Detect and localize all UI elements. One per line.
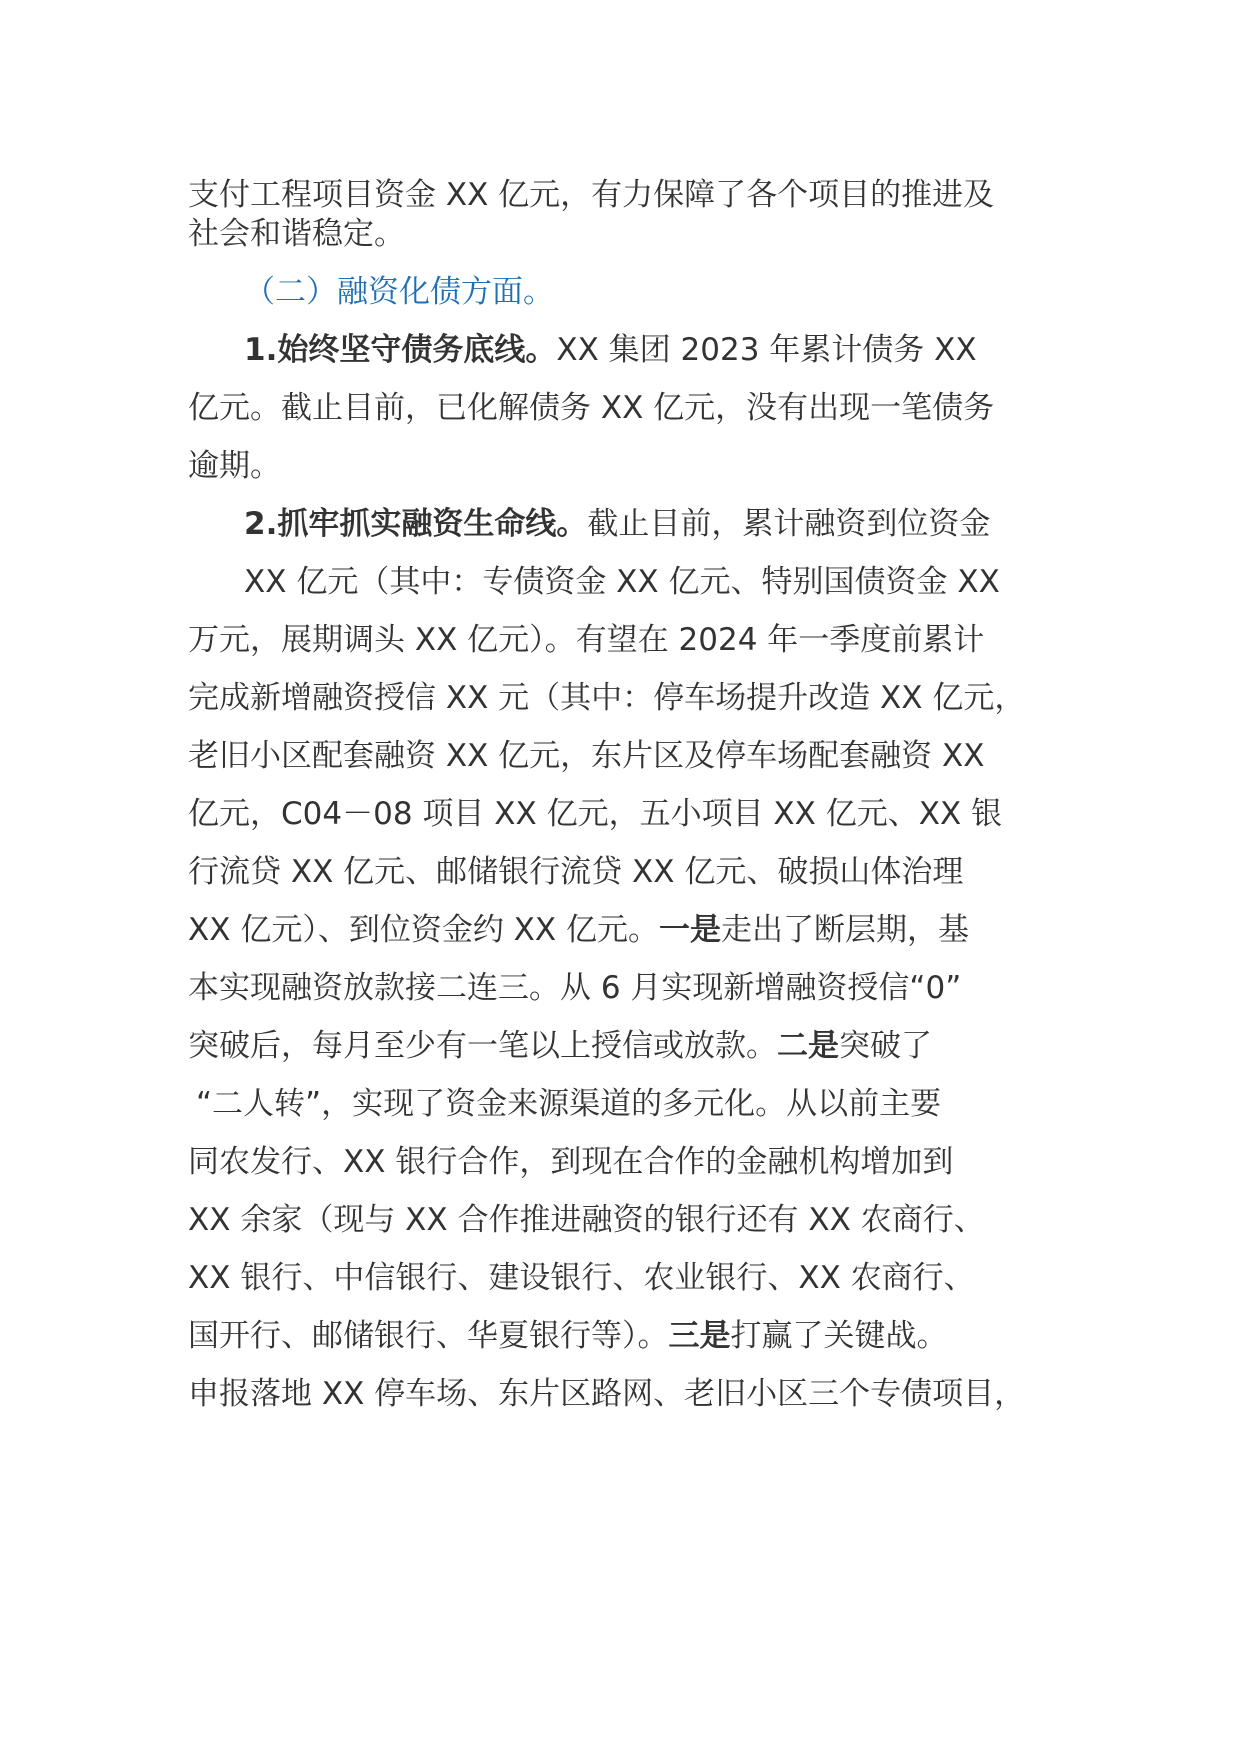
line-text: 本实现融资放款接二连三。从 6 月实现新增融资授信“0” — [188, 970, 962, 1006]
paragraph-line — [244, 504, 990, 544]
line-text: 社会和谐稳定。 — [188, 216, 405, 252]
line-text: 万元，展期调头 XX 亿元）。有望在 2024 年一季度前累计 — [188, 622, 985, 658]
paragraph-line — [188, 1316, 948, 1356]
paragraph-line — [188, 1374, 1025, 1414]
line-text: 国开行、邮储银行、华夏银行等）。 — [188, 1318, 669, 1354]
line-text: 走出了断层期，基 — [721, 912, 970, 948]
item-heading-bold: 1.始终坚守债务底线。 — [244, 332, 557, 368]
paragraph-line — [188, 910, 969, 950]
line-text: 申报落地 XX 停车场、东片区路网、老旧小区三个专债项目， — [188, 1376, 1026, 1412]
paragraph-line — [244, 330, 977, 370]
paragraph-line — [244, 562, 1000, 602]
line-text: 老旧小区配套融资 XX 亿元，东片区及停车场配套融资 XX — [188, 738, 985, 774]
paragraph-line — [188, 968, 961, 1008]
paragraph-line — [188, 214, 405, 254]
line-text: XX 余家（现与 XX 合作推进融资的银行还有 XX 农商行、 — [188, 1202, 985, 1238]
paragraph-line — [188, 1142, 953, 1182]
paragraph-line — [188, 1258, 975, 1298]
line-text: 同农发行、XX 银行合作，到现在合作的金融机构增加到 — [188, 1144, 954, 1180]
line-text: XX 集团 2023 年累计债务 XX — [556, 332, 977, 368]
line-text: 完成新增融资授信 XX 元（其中：停车场提升改造 XX 亿元， — [188, 680, 1026, 716]
line-text: 打赢了关键战。 — [730, 1318, 948, 1354]
paragraph-line — [188, 852, 963, 892]
line-text: 突破后，每月至少有一笔以上授信或放款。 — [188, 1028, 777, 1064]
line-text: 逾期。 — [188, 448, 281, 484]
line-text: “二人转”，实现了资金来源渠道的多元化。从以前主要 — [196, 1086, 942, 1122]
paragraph-line — [188, 1026, 932, 1066]
paragraph-line — [188, 175, 994, 215]
line-text: 亿元，C04－08 项目 XX 亿元，五小项目 XX 亿元、XX 银 — [188, 796, 1003, 832]
paragraph-line — [188, 1200, 985, 1240]
paragraph-line — [188, 794, 1002, 834]
paragraph-line — [188, 388, 994, 428]
line-text: 支付工程项目资金 XX 亿元，有力保障了各个项目的推进及 — [188, 177, 995, 213]
paragraph-line — [188, 620, 984, 660]
emphasis-bold: 一是 — [659, 912, 722, 948]
paragraph-line — [188, 736, 985, 776]
heading-text: （二）融资化债方面。 — [244, 274, 554, 310]
line-text: XX 亿元（其中：专债资金 XX 亿元、特别国债资金 XX — [244, 564, 1000, 600]
line-text: XX 银行、中信银行、建设银行、农业银行、XX 农商行、 — [188, 1260, 975, 1296]
line-text: XX 亿元）、到位资金约 XX 亿元。 — [188, 912, 660, 948]
line-text: 亿元。截止目前，已化解债务 XX 亿元，没有出现一笔债务 — [188, 390, 995, 426]
section-heading — [244, 272, 554, 312]
line-text: 突破了 — [839, 1028, 932, 1064]
paragraph-line — [196, 1084, 941, 1124]
paragraph-line — [188, 678, 1025, 718]
line-text: 截止目前，累计融资到位资金 — [587, 506, 991, 542]
line-text: 行流贷 XX 亿元、邮储银行流贷 XX 亿元、破损山体治理 — [188, 854, 964, 890]
item-heading-bold: 2.抓牢抓实融资生命线。 — [244, 506, 588, 542]
emphasis-bold: 二是 — [777, 1028, 839, 1064]
paragraph-line — [188, 446, 281, 486]
emphasis-bold: 三是 — [668, 1318, 731, 1354]
